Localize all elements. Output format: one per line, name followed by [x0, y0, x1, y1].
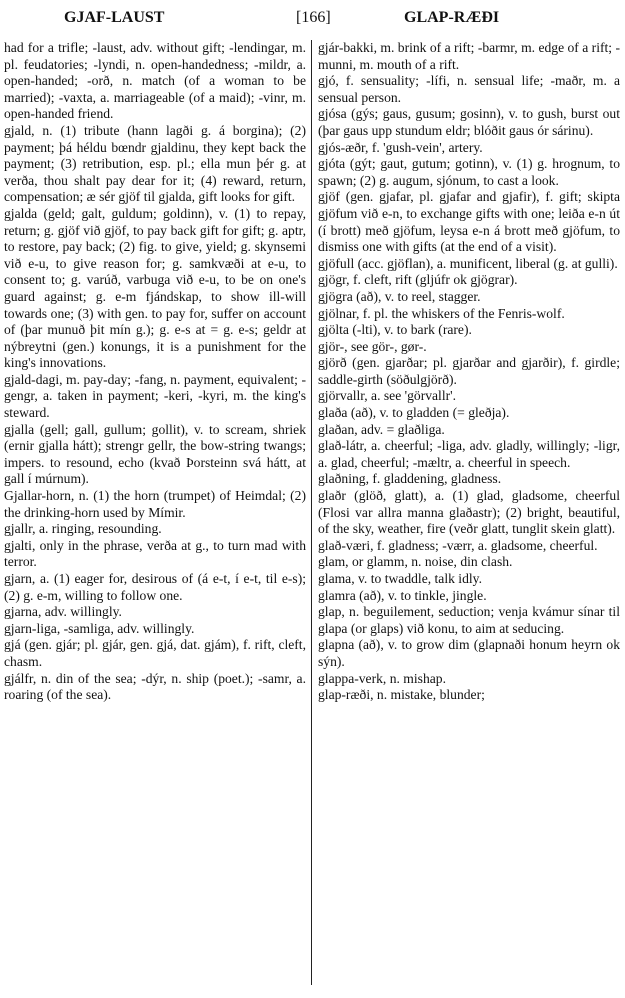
entry: gjóta (gýt; gaut, gutum; gotinn), v. (1) g. hrognum, to spawn; (2) g. augum, sjónum, to cast a look. [318, 156, 620, 188]
entry: gjár-bakki, m. brink of a rift; -barmr, m. edge of a rift; -munni, m. mouth of a rift. [318, 40, 620, 72]
right-column [318, 40, 620, 990]
entry: glap, n. beguilement, seduction; venja kvámur sínar til glapa (or glaps) við konu, to aim at seducing. [318, 604, 620, 636]
entry: gjó, f. sensuality; -lífi, n. sensual life; -maðr, m. a sensual person. [318, 73, 620, 105]
entry: glam, or glamm, n. noise, din clash. [318, 554, 513, 570]
entry: glapna (að), v. to grow dim (glapnaði honum heyrn ok sýn). [318, 637, 620, 669]
entry: gjarn, a. (1) eager for, desirous of (á e-t, í e-t, til e-s); (2) g. e-m, willing to follow one. [4, 571, 306, 603]
entry: gjögr, f. cleft, rift (gljúfr ok gjögrar). [318, 272, 518, 288]
entry: gjölnar, f. pl. the whiskers of the Fenris-wolf. [318, 305, 565, 321]
entry: glaðning, f. gladdening, gladness. [318, 471, 502, 487]
page-number: [166] [296, 9, 331, 26]
entry: gjarna, adv. willingly. [4, 604, 122, 620]
entry: glað-látr, a. cheerful; -liga, adv. gladly, willingly; -ligr, a. glad, cheerful; -mæltr, a. cheerful in speech. [318, 438, 620, 470]
entry: gjalti, only in the phrase, verða at g., to turn mad with terror. [4, 537, 306, 570]
entry: gjósa (gýs; gaus, gusum; gosinn), v. to gush, burst out (þar gaus upp stundum eldr; blóðit gaus ór sárinu). [318, 106, 620, 138]
entry: gjalda (geld; galt, guldum; goldinn), v. (1) to repay, return; g. gjöf við gjöf, to pay back gift for gift; g. aptr, to restore, pay back; (2) fig. to give, yield; g. skynsemi við e-u, to give reason for; g. samkvæði at e-u, to consent to; g. varúð, varbuga við e-u, to be on one's guard against; g. e-m fjándskap, to show ill-will towards one; (3) with gen. to pay for, suffer on account of (þar munuð þit mín g.); g. e-s at = g. e-s; geldr at nýbreytni (gen.) konungs, it is a punishment for the king's innovations. [4, 205, 306, 371]
left-column [4, 40, 306, 990]
entry: Gjallar-horn, n. (1) the horn (trumpet) of Heimdal; (2) the drinking-horn used by Mímir. [4, 488, 306, 520]
entry: gjarn-liga, -samliga, adv. willingly. [4, 620, 195, 636]
entry: had for a trifle; -laust, adv. without gift; -lendingar, m. pl. feudatories; -lyndi, n. open-handedness; -mildr, a. open-handed; -orð, n. match (of a woman to be married); -vaxta, a. marriageable (of a maid); -vinr, m. open-handed friend. [4, 40, 306, 122]
entry: glaða (að), v. to gladden (= gleðja). [318, 405, 510, 421]
entry: gjöfull (acc. gjöflan), a. munificent, liberal (g. at gulli). [318, 255, 618, 271]
entry: glama, v. to twaddle, talk idly. [318, 571, 482, 586]
entry: gjalla (gell; gall, gullum; gollit), v. to scream, shriek (ernir gjalla hátt); strengr gellr, the bow-string twangs; impers. to resound, echo (kvað Þorsteinn svá hátt, at gall í múrnum). [4, 421, 306, 487]
entry: gjörvallr, a. see 'görvallr'. [318, 388, 456, 404]
entry: gjörð (gen. gjarðar; pl. gjarðar and gjarðir), f. girdle; saddle-girth (söðulgjörð). [318, 355, 620, 387]
column-divider [311, 40, 312, 985]
entry: gjós-æðr, f. 'gush-vein', artery. [318, 139, 483, 155]
entry: gjölta (-lti), v. to bark (rare). [318, 322, 472, 338]
header-last-word: GLAP-RÆÐI [404, 9, 500, 26]
page-header [0, 6, 625, 30]
entry: gjör-, see gör-, gør-. [318, 338, 427, 354]
entry: gjá (gen. gjár; pl. gjár, gen. gjá, dat. gjám), f. rift, cleft, chasm. [4, 637, 306, 669]
entry: gjallr, a. ringing, resounding. [4, 521, 162, 537]
entry: gjögra (að), v. to reel, stagger. [318, 288, 481, 304]
entry: glaðan, adv. = glaðliga. [318, 421, 445, 437]
entry: gjöf (gen. gjafar, pl. gjafar and gjafir), f. gift; skipta gjöfum við e-n, to exchange gifts with one; leiða e-n út (í brott) með gjöfum, leysa e-n á brott með gjöfum, to dismiss one with gifts (at the end of a visit). [318, 189, 620, 255]
entry: gjálfr, n. din of the sea; -dýr, n. ship (poet.); -samr, a. roaring (of the sea). [4, 670, 306, 703]
entry: glappa-verk, n. mishap. [318, 670, 446, 686]
entry: glap-ræði, n. mistake, blunder; [318, 687, 485, 703]
entry: glað-væri, f. gladness; -værr, a. gladsome, cheerful. [318, 537, 598, 553]
entry: glamra (að), v. to tinkle, jingle. [318, 587, 487, 603]
entry: gjald-dagi, m. pay-day; -fang, n. payment, equivalent; -gengr, a. taken in payment; -keri, -kyri, m. the king's steward. [4, 371, 306, 421]
header-first-word: GJAF-LAUST [64, 9, 165, 26]
entry: glaðr (glöð, glatt), a. (1) glad, gladsome, cheerful (Flosi var allra manna glaðastr); (2) bright, beautiful, of the sky, weather, fire (veðr glatt, tunglit skein glatt). [318, 488, 620, 537]
entry: gjald, n. (1) tribute (hann lagði g. á borgina); (2) payment; þá héldu bœndr gjaldinu, they kept back the payment; (3) retribution, esp. pl.; ella mun þér g. at verða, thou shalt pay dear for it; (4) reward, return, compensation; æ sér gjöf til gjalda, gift looks for gift. [4, 122, 306, 205]
